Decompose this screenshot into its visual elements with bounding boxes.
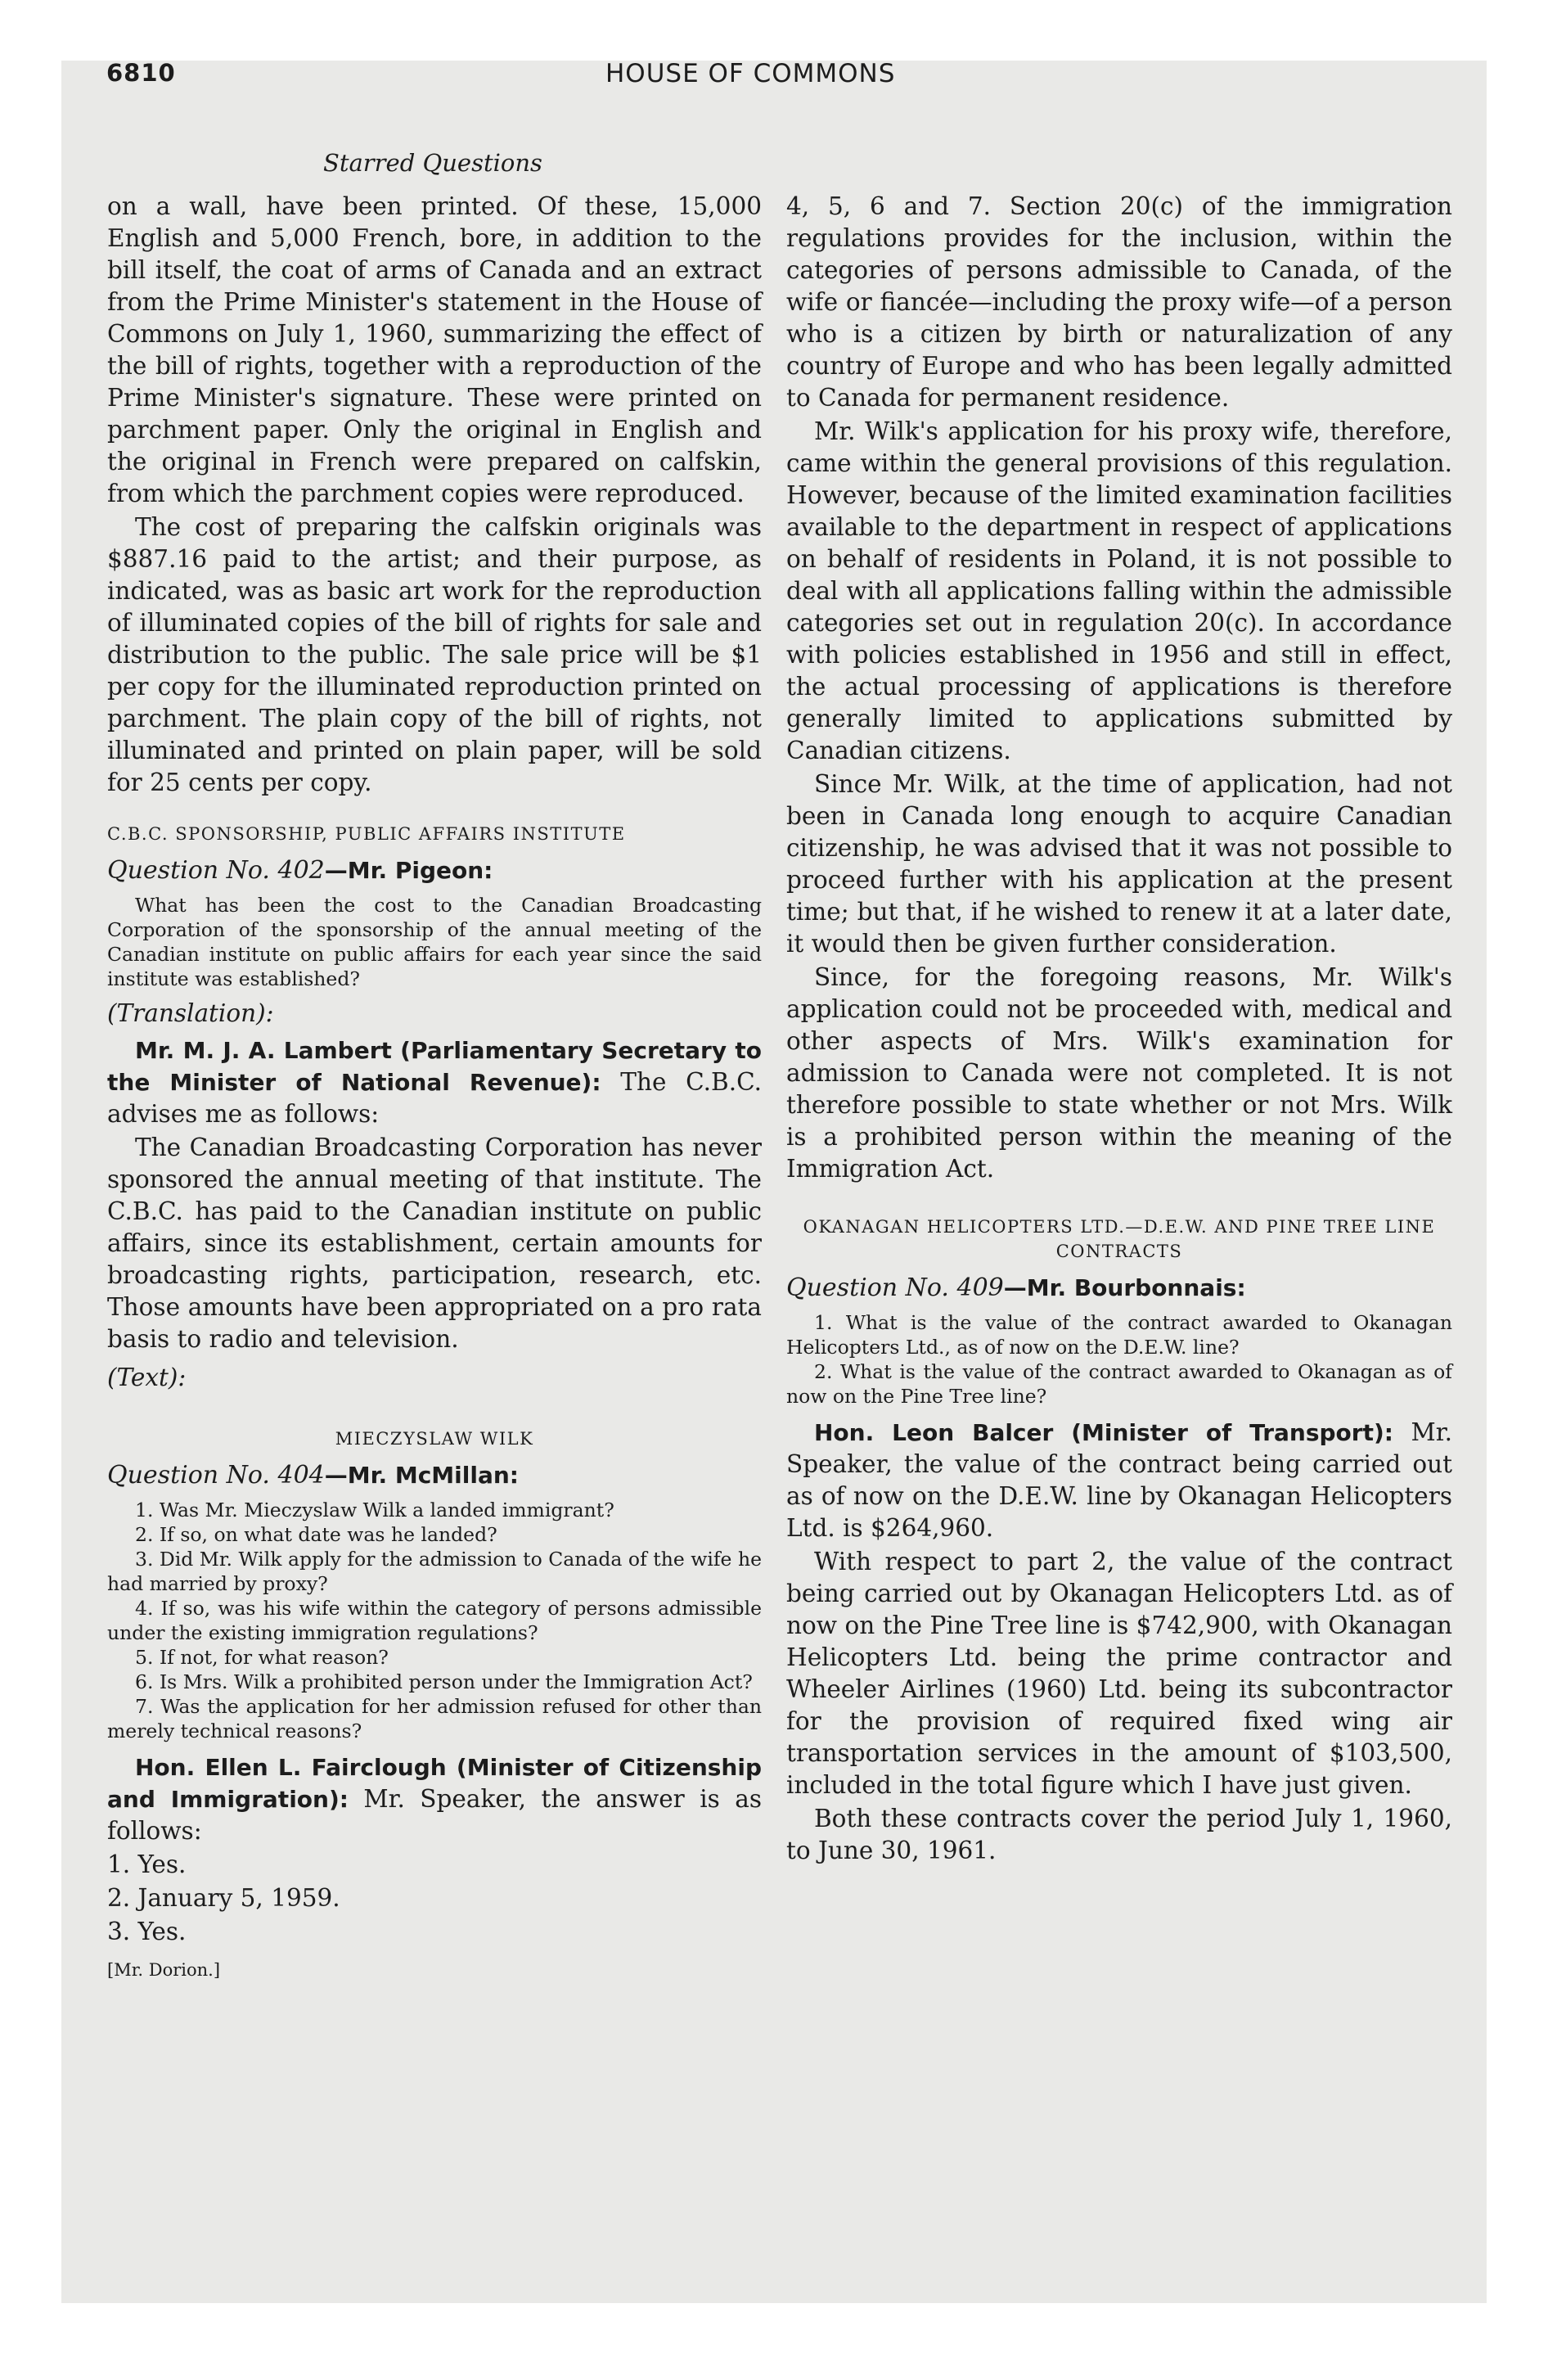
section-heading-okanagan: OKANAGAN HELICOPTERS LTD.—D.E.W. AND PINE TREE LINE CONTRACTS bbox=[803, 1217, 1436, 1261]
question-number: Question No. 404 bbox=[107, 1461, 325, 1490]
paragraph: The cost of preparing the calfskin originals was $887.16 paid to the artist; and their purpose, as indicated, was as basic art work for the reproduction of illuminated copies of the bill of rights for sale and distribution to the public. The sale price will be $1 per copy for the illuminated reproduction printed on parchment. The plain copy of the bill of rights, not illuminated and printed on plain paper, will be sold for 25 cents per copy. bbox=[107, 513, 762, 796]
paragraph: 4, 5, 6 and 7. Section 20(c) of the immigration regulations provides for the inclusion, within the categories of persons admissible to Canada, of the wife or fiancée—including the proxy wife—of a person who is a citizen by birth or naturalization of any country of Europe and who has been legally admitted to Canada for permanent residence. bbox=[786, 192, 1452, 412]
answer-item: 1. Yes. bbox=[107, 1850, 187, 1878]
question-number: Question No. 402 bbox=[107, 856, 325, 885]
question-member: —Mr. Bourbonnais: bbox=[1003, 1274, 1246, 1301]
speaker-name: Hon. Leon Balcer (Minister of Transport): bbox=[814, 1419, 1393, 1446]
speaker-name: Mr. M. J. A. Lambert (Parliamentary Secretary to the Minister of National Revenue): bbox=[107, 1037, 762, 1096]
paragraph: Mr. Wilk's application for his proxy wife, therefore, came within the general provisions of this regulation. However, because of the limited examination facilities available to the department in respect of applications on behalf of residents in Poland, it is not possible to deal with all applications falling within the admissible categories set out in regulation 20(c). In accordance with policies established in 1956 and still in effect, the actual processing of applications is therefore generally limited to applications submitted by Canadian citizens. bbox=[786, 417, 1452, 764]
section-title: Starred Questions bbox=[323, 149, 542, 177]
question-text: What has been the cost to the Canadian Broadcasting Corporation of the sponsorship of the annual meeting of the Canadian institute on public affairs for each year since the said institute was established? bbox=[107, 894, 762, 990]
balcer-answer bbox=[786, 1417, 1452, 1544]
answer-text: The C.B.C. advises me as follows: bbox=[107, 1068, 762, 1128]
question-item: 3. Did Mr. Wilk apply for the admission to Canada of the wife he had married by proxy? bbox=[107, 1548, 762, 1595]
question-404-items bbox=[107, 1498, 762, 1743]
section-heading-cbc: C.B.C. SPONSORSHIP, PUBLIC AFFAIRS INSTITUTE bbox=[107, 824, 626, 844]
question-item: 1. What is the value of the contract awarded to Okanagan Helicopters Ltd., as of now on the D.E.W. line? bbox=[786, 1311, 1452, 1359]
question-402-line bbox=[107, 854, 762, 886]
question-item: 4. If so, was his wife within the category of persons admissible under the existing immigration regulations? bbox=[107, 1597, 762, 1644]
question-item: 5. If not, for what reason? bbox=[135, 1646, 389, 1669]
page-number: 6810 bbox=[106, 59, 176, 87]
answer-item: 2. January 5, 1959. bbox=[107, 1884, 340, 1912]
question-item: 2. If so, on what date was he landed? bbox=[135, 1523, 497, 1546]
speaker-bracket: [Mr. Dorion.] bbox=[107, 1960, 221, 1980]
question-number: Question No. 409 bbox=[786, 1273, 1004, 1302]
question-item: 6. Is Mrs. Wilk a prohibited person under the Immigration Act? bbox=[135, 1670, 753, 1693]
question-member: —Mr. Pigeon: bbox=[324, 857, 493, 884]
question-402-text bbox=[107, 893, 762, 991]
paragraph: Since, for the foregoing reasons, Mr. Wilk's application could not be proceeded with, medical and other aspects of Mrs. Wilk's examination for admission to Canada were not completed. It is not therefore possible to state whether or not Mrs. Wilk is a prohibited person within the meaning of the Immigration Act. bbox=[786, 963, 1452, 1183]
paragraph: on a wall, have been printed. Of these, 15,000 English and 5,000 French, bore, in addition to the bill itself, the coat of arms of Canada and an extract from the Prime Minister's statement in the House of Commons on July 1, 1960, summarizing the effect of the bill of rights, together with a reproduction of the Prime Minister's signature. These were printed on parchment paper. Only the original in English and the original in French were prepared on calfskin, from which the parchment copies were reproduced. bbox=[107, 192, 762, 507]
answer-text: Mr. Speaker, the answer is as follows: bbox=[107, 1785, 762, 1845]
fairclough-answer-intro bbox=[107, 1751, 762, 1847]
paragraph: Since Mr. Wilk, at the time of application, had not been in Canada long enough to acquire Canadian citizenship, he was advised that it was not possible to proceed further with his application at the present time; but that, if he wished to renew it at a later date, it would then be given further consideration. bbox=[786, 770, 1452, 958]
paragraph: The Canadian Broadcasting Corporation has never sponsored the annual meeting of that institute. The C.B.C. has paid to the Canadian institute on public affairs, since its establishment, certain amounts for broadcasting rights, participation, research, etc. Those amounts have been appropriated on a pro rata basis to radio and television. bbox=[107, 1134, 762, 1353]
text-label: (Text): bbox=[107, 1364, 187, 1391]
question-404-line bbox=[107, 1459, 762, 1491]
question-member: —Mr. McMillan: bbox=[324, 1462, 519, 1489]
lambert-answer-intro bbox=[107, 1034, 762, 1130]
paragraph: Both these contracts cover the period July 1, 1960, to June 30, 1961. bbox=[786, 1805, 1452, 1864]
question-409-line bbox=[786, 1272, 1452, 1304]
question-409-items bbox=[786, 1310, 1452, 1409]
page-title: HOUSE OF COMMONS bbox=[605, 59, 896, 88]
question-item: 7. Was the application for her admission refused for other than merely technical reasons? bbox=[107, 1695, 762, 1742]
answer-text: Mr. Speaker, the value of the contract being carried out as of now on the D.E.W. line by Okanagan Helicopters Ltd. is $264,960. bbox=[786, 1418, 1452, 1542]
left-column bbox=[107, 191, 762, 1986]
question-item: 2. What is the value of the contract awarded to Okanagan as of now on the Pine Tree line? bbox=[786, 1360, 1452, 1408]
paragraph: With respect to part 2, the value of the contract being carried out by Okanagan Helicopters Ltd. as of now on the Pine Tree line is $742,900, with Okanagan Helicopters Ltd. being the prime contractor and Wheeler Airlines (1960) Ltd. being its subcontractor for the provision of required fixed wing air transportation services in the amount of $103,500, included in the total figure which I have just given. bbox=[786, 1548, 1452, 1799]
speaker-name: Hon. Ellen L. Fairclough (Minister of Citizenship and Immigration): bbox=[107, 1754, 762, 1813]
translation-label: (Translation): bbox=[107, 999, 274, 1027]
answer-item: 3. Yes. bbox=[107, 1918, 187, 1945]
section-heading-wilk: MIECZYSLAW WILK bbox=[335, 1429, 534, 1449]
right-column bbox=[786, 191, 1452, 1868]
question-item: 1. Was Mr. Mieczyslaw Wilk a landed immigrant? bbox=[135, 1499, 614, 1521]
